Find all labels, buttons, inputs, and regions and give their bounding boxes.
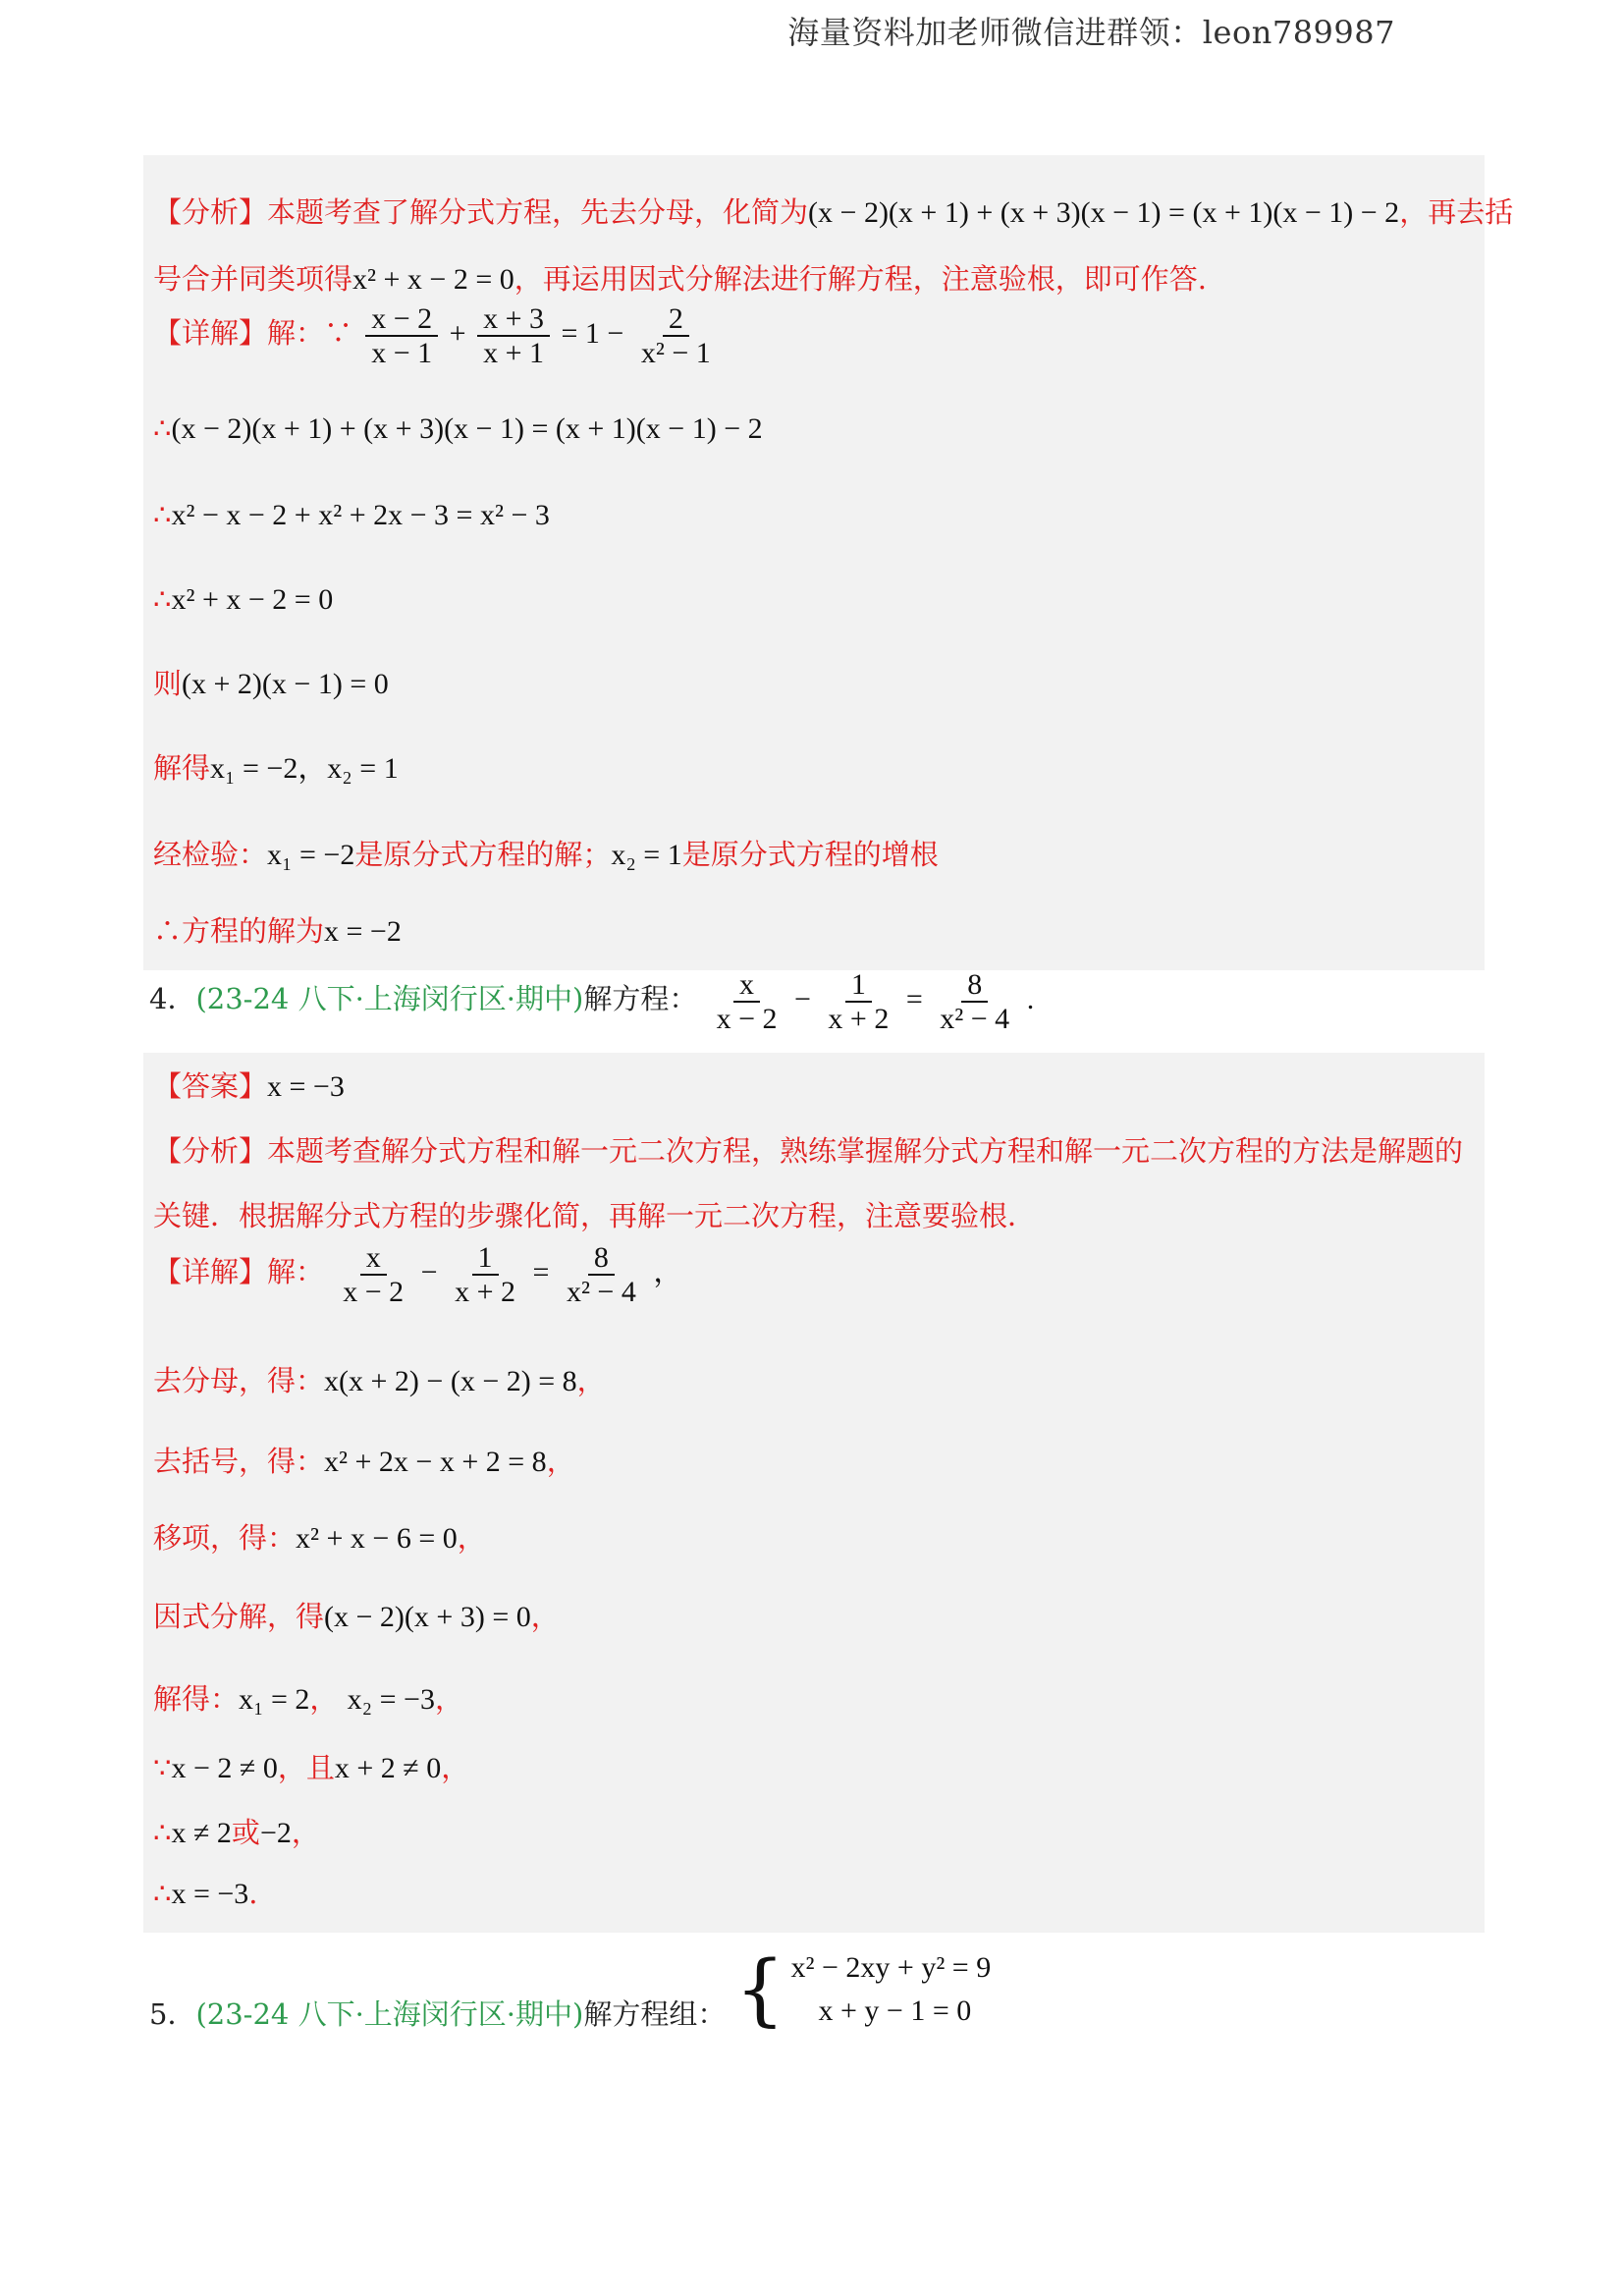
math-expression: (x − 2)(x + 1) + (x + 3)(x − 1) = (x + 1)(x − 1) − 2 — [171, 412, 763, 445]
punctuation: ， — [291, 1816, 320, 1849]
math-expression: x₁ = −2 — [267, 839, 355, 871]
numerator: x − 2 — [365, 302, 438, 337]
therefore-symbol: ∴ — [153, 582, 172, 616]
numerator: x + 3 — [477, 302, 550, 337]
math-expression: x² − x − 2 + x² + 2x − 3 = x² − 3 — [171, 499, 550, 531]
operator: − — [794, 982, 811, 1015]
question-number: 4． — [149, 981, 196, 1015]
step-line — [153, 1442, 1475, 1482]
answer-tag: 【答案】 — [153, 1069, 268, 1103]
analysis-text: 本题考查解分式方程和解一元二次方程，熟练掌握解分式方程和解一元二次方程的方法是解题的 — [267, 1134, 1464, 1168]
operator: = 1 − — [561, 316, 624, 350]
math-expression: −2 — [259, 1817, 292, 1849]
numerator: 8 — [961, 968, 988, 1003]
analysis-line-2 — [153, 1196, 1475, 1235]
math-expression: (x − 2)(x + 1) + (x + 3)(x − 1) = (x + 1)(x − 1) − 2 — [808, 196, 1400, 229]
denominator: x + 2 — [828, 1003, 890, 1035]
detail-line — [153, 1241, 1475, 1308]
step-word: 是原分式方程的解； — [354, 838, 612, 871]
brace-symbol: { — [734, 1943, 785, 2035]
punctuation: . — [248, 1877, 258, 1910]
step-line — [153, 1813, 1475, 1853]
punctuation: ， — [546, 1445, 575, 1478]
operator: + — [449, 316, 466, 350]
step-word: 是原分式方程的增根 — [681, 838, 939, 871]
math-expression: x + 2 ≠ 0 — [334, 1752, 442, 1784]
punctuation: ， — [457, 1521, 486, 1555]
denominator: x² − 4 — [566, 1276, 636, 1308]
detail-text: 解： — [267, 1254, 325, 1288]
analysis-text: ，再去括 — [1399, 195, 1514, 229]
math-expression: x₂ = 1 — [611, 839, 682, 871]
fraction — [561, 1241, 642, 1308]
therefore-symbol: ∴ — [153, 1816, 172, 1849]
because-symbol: ∵ — [153, 1751, 172, 1784]
math-expression: x² + x − 2 = 0 — [171, 583, 334, 616]
equation-row: x + y − 1 = 0 — [818, 1995, 972, 2027]
step-word: 因式分解，得 — [153, 1600, 325, 1633]
solution-box-3 — [143, 155, 1514, 970]
fraction — [711, 968, 784, 1035]
punctuation: ， — [277, 1751, 306, 1784]
step-line — [153, 1679, 1475, 1720]
step-line — [153, 1597, 1475, 1637]
denominator: x + 2 — [455, 1276, 516, 1308]
detail-text: 解：∵ — [267, 315, 353, 350]
question-source: (23-24 八下·上海闵行区·期中) — [195, 1997, 584, 2031]
step-word: 去分母，得： — [153, 1364, 325, 1397]
step-line — [153, 1518, 1475, 1558]
detail-line — [153, 302, 1475, 369]
detail-tag: 【详解】 — [153, 315, 268, 350]
question-text: 解方程组： — [583, 1997, 727, 2031]
math-expression: x = −3 — [171, 1878, 249, 1910]
denominator: x² − 1 — [640, 337, 711, 369]
analysis-line-1 — [153, 1131, 1475, 1171]
math-expression: x₁ = −2，x₂ = 1 — [210, 752, 399, 785]
math-expression: x₂ = −3 — [347, 1683, 435, 1716]
question-source: (23-24 八下·上海闵行区·期中) — [195, 981, 584, 1015]
math-expression: x = −2 — [324, 915, 402, 948]
step-word: 移项，得： — [153, 1521, 297, 1555]
math-expression: x₁ = 2 — [239, 1683, 310, 1716]
punctuation: ， — [309, 1682, 339, 1716]
punctuation: ， — [530, 1600, 560, 1633]
page-header: 海量资料加老师微信进群领：leon789987 — [787, 14, 1395, 51]
step-word: 则 — [153, 667, 183, 700]
math-expression: (x − 2)(x + 3) = 0 — [324, 1601, 531, 1633]
step-line — [153, 579, 1475, 620]
denominator: x + 1 — [483, 337, 545, 369]
math-expression: x² + x − 2 = 0 — [352, 263, 514, 296]
equation-system — [734, 1943, 992, 2035]
therefore-symbol: ∴ — [153, 411, 172, 445]
math-expression: x ≠ 2 — [171, 1817, 232, 1849]
fraction-equation — [361, 302, 721, 369]
fraction — [934, 968, 1015, 1035]
question-4 — [149, 968, 1034, 1035]
math-expression: x(x + 2) − (x − 2) = 8 — [324, 1365, 577, 1397]
step-word: 去括号，得： — [153, 1445, 325, 1478]
therefore-symbol: ∴ — [153, 1877, 172, 1910]
equation-row: x² − 2xy + y² = 9 — [790, 1951, 992, 1984]
fraction — [477, 302, 550, 369]
numerator: x — [733, 968, 760, 1003]
answer-line — [153, 1066, 1475, 1107]
operator: = — [905, 982, 923, 1015]
fraction — [365, 302, 438, 369]
detail-tag: 【详解】 — [153, 1254, 268, 1288]
numerator: 8 — [588, 1241, 615, 1276]
punctuation: ， — [441, 1751, 470, 1784]
numerator: 2 — [663, 302, 689, 337]
fraction — [822, 968, 894, 1035]
math-expression: x² + 2x − x + 2 = 8 — [324, 1446, 547, 1478]
step-line — [153, 835, 1475, 875]
operator: − — [420, 1255, 438, 1288]
analysis-text: 关键．根据解分式方程的步骤化简，再解一元二次方程，注意要验根． — [153, 1199, 1037, 1232]
fraction — [337, 1241, 409, 1308]
punctuation: ， — [653, 1255, 683, 1288]
fraction — [635, 302, 717, 369]
numerator: 1 — [472, 1241, 499, 1276]
numerator: x — [360, 1241, 387, 1276]
step-word: 或 — [231, 1816, 260, 1849]
operator: = — [532, 1255, 550, 1288]
answer-value: x = −3 — [267, 1070, 345, 1103]
analysis-text: ，再运用因式分解法进行解方程，注意验根，即可作答. — [514, 262, 1208, 296]
question-text: 解方程： — [583, 981, 698, 1015]
step-line — [153, 1874, 1475, 1914]
numerator: 1 — [845, 968, 872, 1003]
step-word: ∴方程的解为 — [153, 914, 325, 948]
question-5 — [149, 1943, 992, 2035]
solution-box-4 — [143, 1053, 1485, 1933]
denominator: x − 2 — [343, 1276, 405, 1308]
denominator: x − 2 — [716, 1003, 778, 1035]
punctuation: . — [1026, 982, 1035, 1015]
analysis-line-2 — [153, 259, 1475, 300]
denominator: x² − 4 — [940, 1003, 1010, 1035]
step-word: 解得 — [153, 751, 211, 785]
punctuation: ， — [434, 1682, 463, 1716]
math-expression: (x + 2)(x − 1) = 0 — [182, 668, 389, 700]
step-line — [153, 1748, 1475, 1788]
step-line — [153, 748, 1475, 789]
denominator: x − 1 — [371, 337, 433, 369]
math-expression: x − 2 ≠ 0 — [171, 1752, 278, 1784]
fraction — [449, 1241, 521, 1308]
analysis-tag: 【分析】 — [153, 195, 268, 229]
therefore-symbol: ∴ — [153, 498, 172, 531]
question-number: 5． — [149, 1997, 196, 2031]
analysis-line-1 — [153, 192, 1514, 233]
step-line — [153, 664, 1475, 704]
step-word: 解得： — [153, 1682, 240, 1716]
step-line — [153, 495, 1475, 535]
math-expression: x² + x − 6 = 0 — [296, 1522, 458, 1555]
analysis-text: 本题考查了解分式方程，先去分母，化简为 — [267, 195, 809, 229]
step-line — [153, 409, 1475, 449]
fraction-equation — [707, 968, 1035, 1035]
step-line — [153, 911, 1475, 952]
analysis-tag: 【分析】 — [153, 1134, 268, 1168]
step-word: 经检验： — [153, 838, 268, 871]
punctuation: ， — [576, 1364, 606, 1397]
analysis-text: 号合并同类项得 — [153, 262, 353, 296]
step-word: 且 — [305, 1751, 335, 1784]
fraction-equation — [333, 1241, 683, 1308]
step-line — [153, 1361, 1475, 1401]
equation-rows — [790, 1946, 991, 2033]
